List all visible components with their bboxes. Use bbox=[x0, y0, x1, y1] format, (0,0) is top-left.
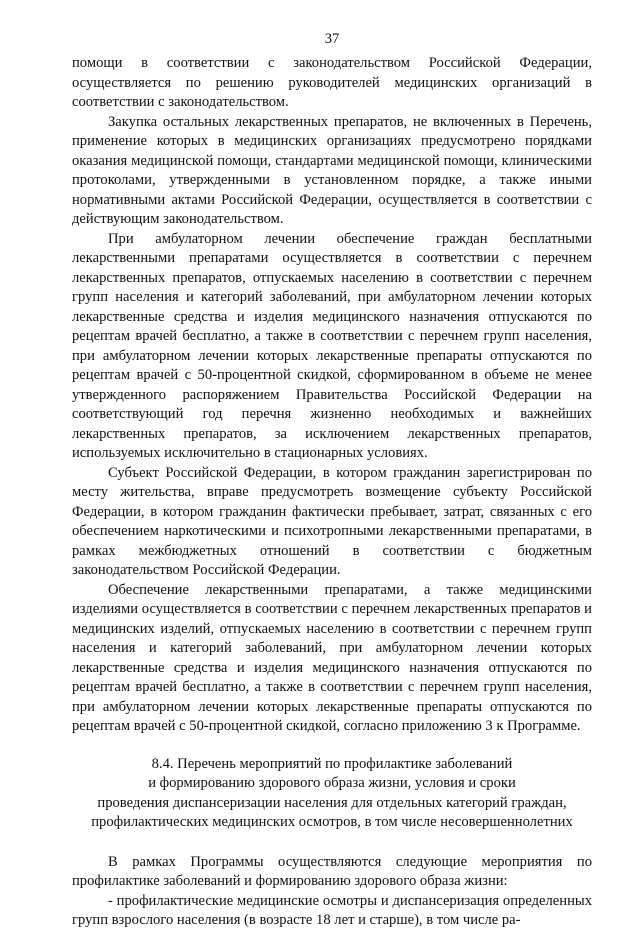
list-item: - профилактические медицинские осмотры и диспансеризация определенных групп взрослого населения (в возрасте 18 лет и старше), в том числе ра- bbox=[72, 892, 592, 928]
paragraph-6: В рамках Программы осуществляются следующие мероприятия по профилактике заболеваний и формированию здорового образа жизни: bbox=[72, 853, 592, 889]
heading-line: и формированию здорового образа жизни, условия и сроки bbox=[148, 775, 516, 791]
heading-line: профилактических медицинских осмотров, в том числе несовершеннолетних bbox=[91, 814, 573, 830]
heading-line: проведения диспансеризации населения для отдельных категорий граждан, bbox=[97, 794, 567, 811]
heading-line: 8.4. Перечень мероприятий по профилактике заболеваний bbox=[151, 755, 513, 772]
paragraph-4: Субъект Российской Федерации, в котором гражданин зарегистрирован по месту жительства, вправе предусмотреть возмещение субъекту Российской Федерации, в котором гражданин фактически пребывает, затрат, связанных с его обеспечением наркотическими и психотропными лекарственными препаратами, в рамках межбюджетных отношений в соответствии с бюджетным законодательством Российской Федерации. bbox=[72, 464, 592, 578]
paragraph-3: При амбулаторном лечении обеспечение граждан бесплатными лекарственными препаратами осуществляется в соответствии с перечнем лекарственных препаратов, отпускаемых населению в соответствии с перечнем групп населения и категорий заболеваний, при амбулаторном лечении которых лекарственные средства и изделия медицинского назначения отпускаются по рецептам врачей бесплатно, а также в соответствии с перечнем групп населения, при амбулаторном лечении которых лекарственные препараты отпускаются по рецептам врачей с 50-процентной скидкой, сформированном в объеме не менее утвержденного распоряжением Правительства Российской Федерации на соответствующий год перечня жизненно необходимых и важнейших лекарственных препаратов, за исключением лекарственных препаратов, используемых исключительно в стационарных условиях. bbox=[72, 230, 592, 461]
paragraph-2: Закупка остальных лекарственных препаратов, не включенных в Перечень, применение которых в медицинских организациях предусмотрено порядками оказания медицинской помощи, стандартами медицинской помощи, клиническими протоколами, утвержденными в установленном порядке, а также иными нормативными актами Российской Федерации, осуществляется в соответствии с действующим законодательством. bbox=[72, 113, 592, 227]
page-number: 37 bbox=[324, 31, 340, 47]
section-heading bbox=[72, 755, 592, 833]
paragraph-1: помощи в соответствии с законодательством Российской Федерации, осуществляется по решению руководителей медицинских организаций в соответствии с законодательством. bbox=[72, 55, 592, 110]
paragraph-5: Обеспечение лекарственными препаратами, а также медицинскими изделиями осуществляется в соответствии с перечнем лекарственных препаратов и медицинских изделий, отпускаемых населению в соответствии с перечнем групп населения и категорий заболеваний, при амбулаторном лечении которых лекарственные средства и изделия медицинского назначения отпускаются по рецептам врачей бесплатно, а также в соответствии с перечнем групп населения, при амбулаторном лечении которых лекарственные препараты отпускаются по рецептам врачей с 50-процентной скидкой, согласно приложению 3 к Программе. bbox=[72, 581, 592, 734]
